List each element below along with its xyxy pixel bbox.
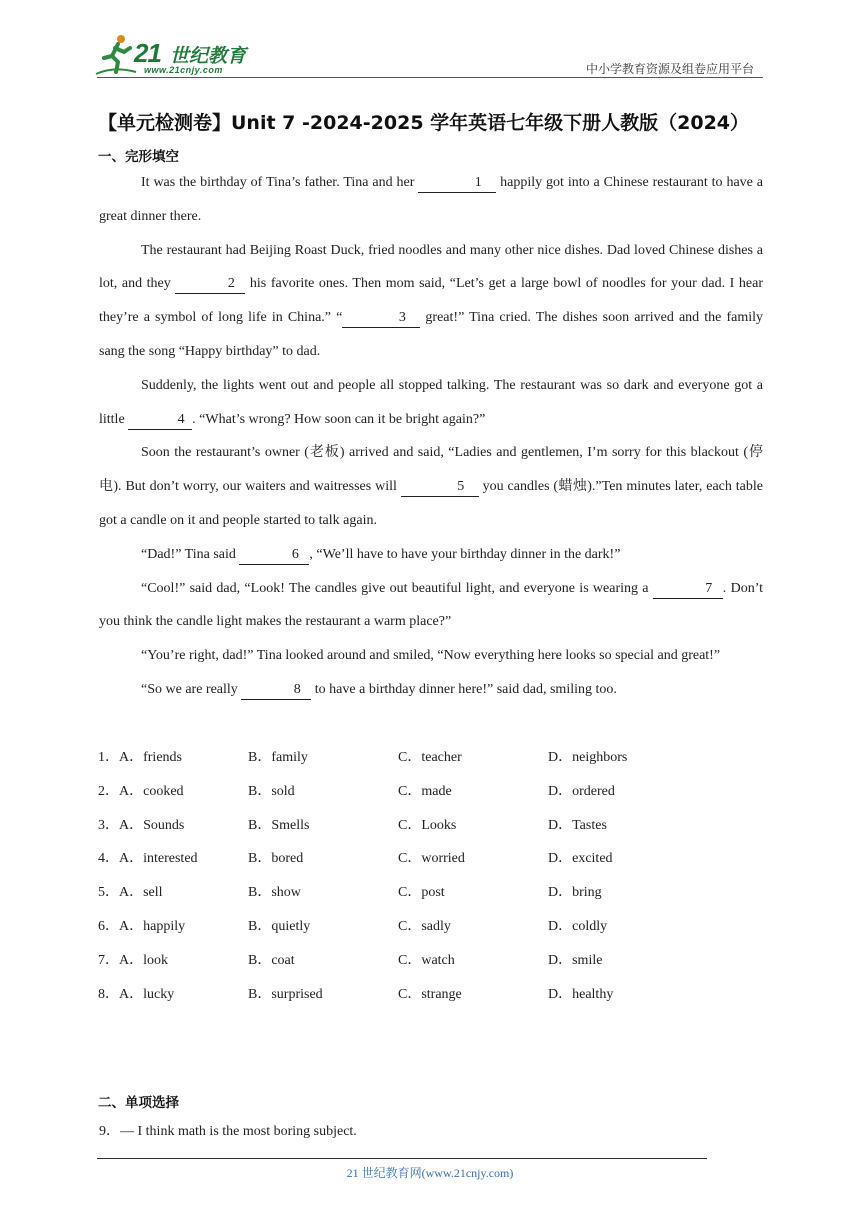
option-a[interactable]: 7．A．look (98, 952, 168, 968)
blank-6[interactable]: 6 (239, 546, 309, 565)
logo-number: 21 (134, 38, 161, 68)
paragraph-4: Soon the restaurant’s owner (老板) arrived and said, “Ladies and gentlemen, I’m sorry for this blackout (停电). But don’t worry, our waiters and waitresses will 5 you candles (蜡烛).”Ten minutes later, each table got a candle on it and people started to talk again. (99, 445, 763, 528)
option-b[interactable]: B．bored (248, 851, 304, 867)
page-header (0, 0, 860, 80)
option-c[interactable]: C．strange (398, 986, 462, 1002)
footer-divider (97, 1158, 707, 1159)
option-d[interactable]: D．neighbors (548, 750, 628, 765)
option-b[interactable]: B．show (248, 885, 301, 901)
option-b[interactable]: B．Smells (248, 817, 310, 833)
option-d[interactable]: D．bring (548, 885, 602, 901)
option-c[interactable]: C．teacher (398, 750, 462, 765)
blank-7[interactable]: 7 (653, 580, 723, 599)
option-a[interactable]: 2．A．cooked (98, 783, 184, 799)
paragraph-1: It was the birthday of Tina’s father. Tina and her 1 happily got into a Chinese restaurant to have a great dinner there. (99, 175, 763, 224)
platform-label: 中小学教育资源及组卷应用平台 (585, 62, 754, 76)
cloze-passage (99, 166, 763, 707)
option-c[interactable]: C．worried (398, 851, 465, 867)
header-divider (97, 77, 763, 78)
section-heading-single-choice: 二、单项选择 (98, 1095, 179, 1111)
option-c[interactable]: C．made (398, 783, 452, 799)
option-a[interactable]: 1．A．friends (98, 750, 182, 765)
option-a[interactable]: 4．A．interested (98, 851, 198, 867)
blank-5[interactable]: 5 (401, 478, 479, 497)
logo-url: www.21cnjy.com (144, 65, 223, 75)
question-row (98, 775, 762, 809)
option-a[interactable]: 5．A．sell (98, 885, 163, 901)
runner-icon (94, 32, 138, 76)
option-a[interactable]: 3．A．Sounds (98, 817, 185, 833)
option-d[interactable]: D．coldly (548, 918, 608, 934)
option-d[interactable]: D．healthy (548, 986, 614, 1002)
paragraph-8: “So we are really 8 to have a birthday dinner here!” said dad, smiling too. (99, 673, 763, 707)
option-c[interactable]: C．sadly (398, 918, 451, 934)
logo-text: 世纪教育 (170, 45, 247, 67)
option-b[interactable]: B．sold (248, 783, 295, 799)
option-b[interactable]: B．quietly (248, 918, 311, 934)
option-c[interactable]: C．watch (398, 952, 455, 968)
paragraph-2: The restaurant had Beijing Roast Duck, fried noodles and many other nice dishes. Dad loved Chinese dishes a lot, and they 2 his favorite ones. Then mom said, “Let’s get a large bowl of noodles for your dad. I hear they’re a symbol of long life in China.” “ 3 great!” Tina cried. The dishes soon arrived and the family sang the song “Happy birthday” to dad. (99, 242, 763, 359)
blank-8[interactable]: 8 (241, 681, 311, 700)
blank-4[interactable]: 4 (128, 411, 192, 430)
section-heading-cloze: 一、完形填空 (98, 149, 179, 165)
question-row (98, 944, 762, 978)
option-d[interactable]: D．Tastes (548, 817, 607, 833)
footer-link[interactable]: 21 世纪教育网(www.21cnjy.com) (346, 1166, 514, 1180)
answer-options (98, 741, 762, 1011)
option-b[interactable]: B．coat (248, 952, 295, 968)
option-d[interactable]: D．ordered (548, 783, 615, 799)
site-logo[interactable] (94, 32, 264, 78)
paragraph-6: “Cool!” said dad, “Look! The candles give out beautiful light, and everyone is wearing a 7 . Don’t you think the candle light makes the restaurant a warm place?” (99, 580, 763, 630)
option-d[interactable]: D．excited (548, 851, 613, 867)
paragraph-7: “You’re right, dad!” Tina looked around and smiled, “Now everything here looks so special and great!” (141, 648, 721, 664)
page-title: 【单元检测卷】Unit 7 -2024-2025 学年英语七年级下册人教版（2024） (98, 112, 750, 134)
option-c[interactable]: C．Looks (398, 817, 457, 833)
option-a[interactable]: 8．A．lucky (98, 986, 175, 1002)
option-d[interactable]: D．smile (548, 952, 603, 968)
question-row (98, 910, 762, 944)
question-row (98, 809, 762, 843)
question-row (98, 978, 762, 1012)
question-row (98, 741, 762, 775)
paragraph-5: “Dad!” Tina said 6 , “We’ll have to have your birthday dinner in the dark!” (99, 538, 763, 572)
option-c[interactable]: C．post (398, 885, 445, 901)
blank-3[interactable]: 3 (342, 309, 420, 328)
option-a[interactable]: 6．A．happily (98, 918, 186, 934)
option-b[interactable]: B．family (248, 750, 308, 765)
question-row (98, 842, 762, 876)
option-b[interactable]: B．surprised (248, 986, 323, 1002)
blank-2[interactable]: 2 (175, 275, 245, 294)
question-9: 9．— I think math is the most boring subject. (99, 1124, 357, 1139)
blank-1[interactable]: 1 (418, 174, 496, 193)
question-row (98, 876, 762, 910)
paragraph-3: Suddenly, the lights went out and people all stopped talking. The restaurant was so dark and everyone got a little 4 . “What’s wrong? How soon can it be bright again?” (99, 369, 763, 437)
